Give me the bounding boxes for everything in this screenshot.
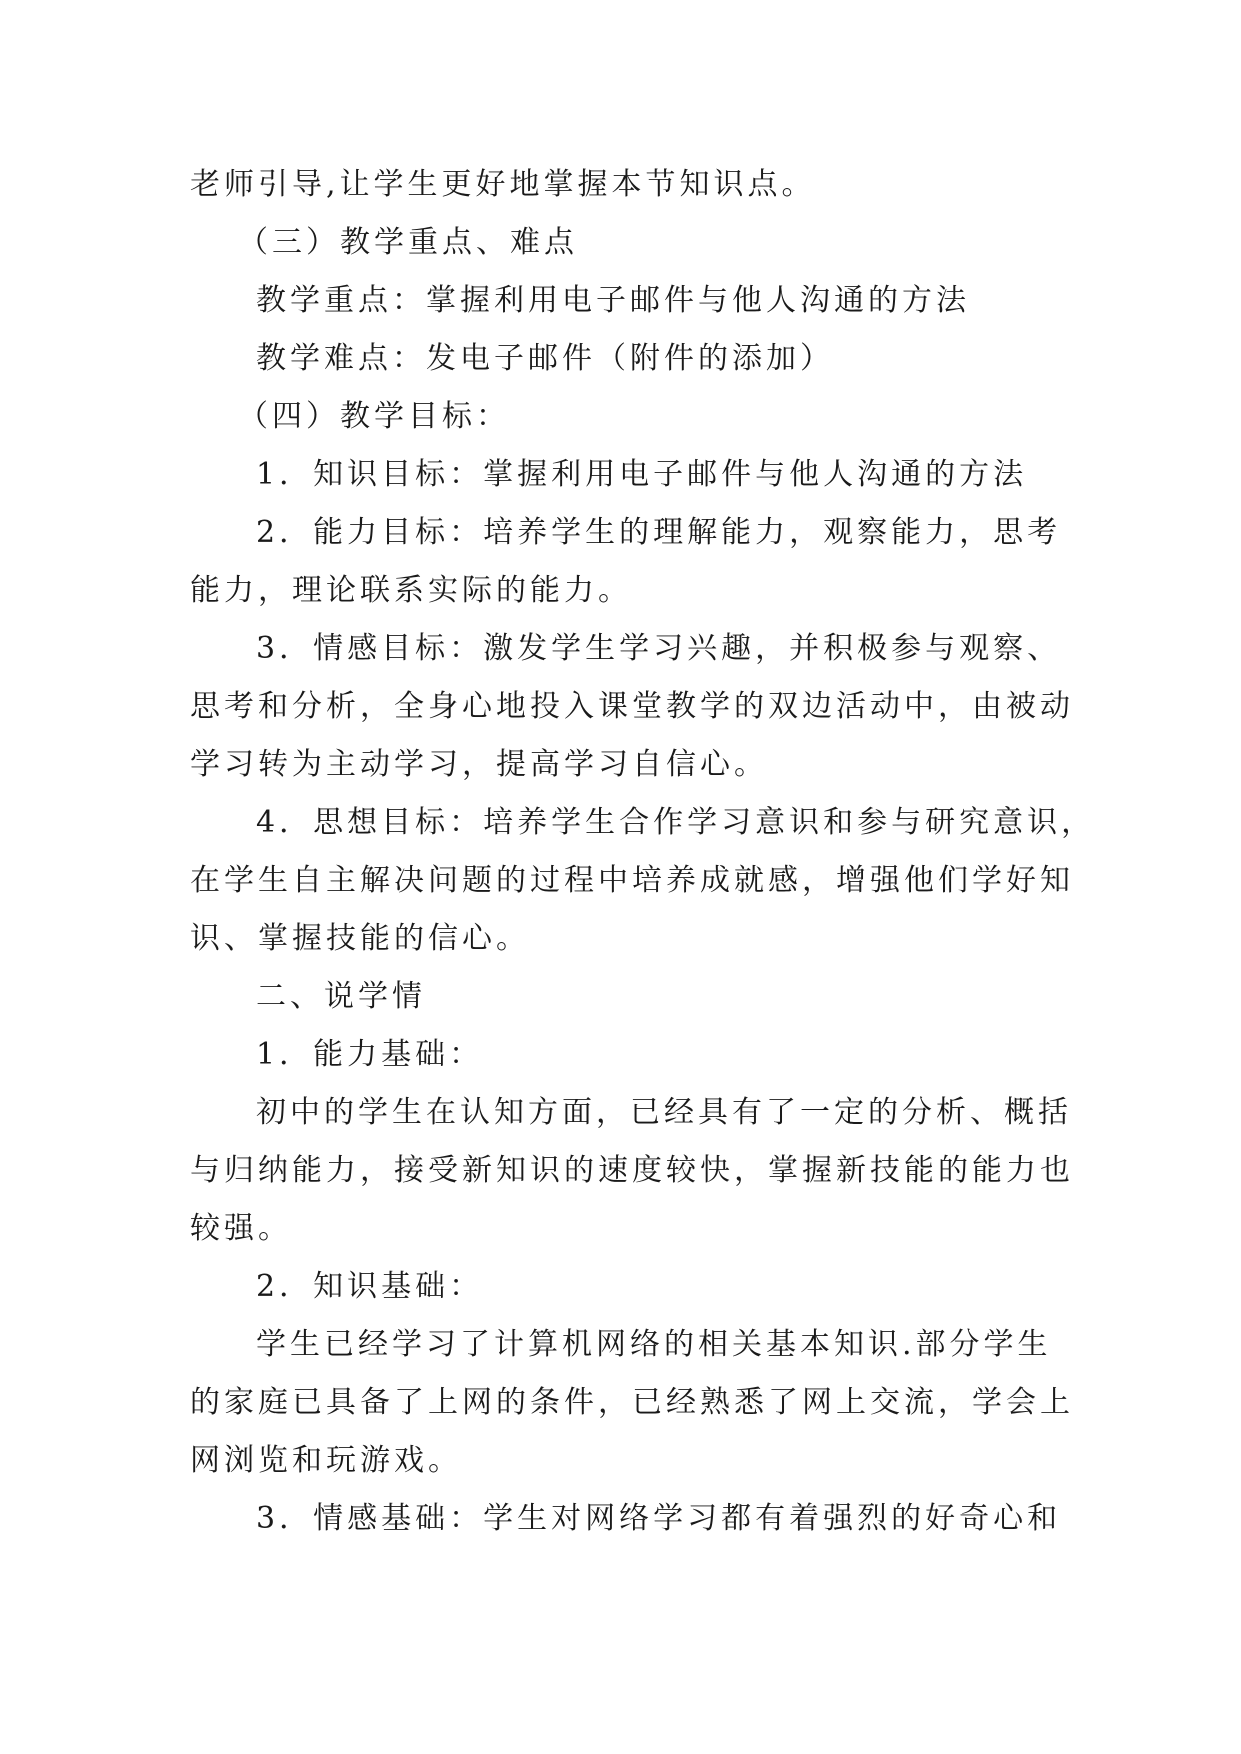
paragraph-line: 老师引导,让学生更好地掌握本节知识点。 [190,167,816,202]
paragraph-line: 学习转为主动学习，提高学习自信心。 [190,747,768,782]
paragraph-line: 初中的学生在认知方面，已经具有了一定的分析、概括 [256,1095,1072,1130]
list-item: 4．思想目标：培养学生合作学习意识和参与研究意识， [256,805,1096,840]
paragraph-line: 网浏览和玩游戏。 [190,1443,462,1478]
paragraph-line: 教学重点：掌握利用电子邮件与他人沟通的方法 [256,283,970,318]
list-item: 1．知识目标：掌握利用电子邮件与他人沟通的方法 [256,457,1028,492]
list-item: 3．情感目标：激发学生学习兴趣，并积极参与观察、 [256,631,1062,666]
list-item: 3．情感基础：学生对网络学习都有着强烈的好奇心和 [256,1501,1062,1536]
paragraph-line: 较强。 [190,1211,292,1246]
paragraph-line: 的家庭已具备了上网的条件，已经熟悉了网上交流，学会上 [190,1385,1074,1420]
list-item: 2．能力目标：培养学生的理解能力，观察能力，思考 [256,515,1062,550]
section-heading: （三）教学重点、难点 [238,225,578,260]
paragraph-line: 能力，理论联系实际的能力。 [190,573,632,608]
paragraph-line: 在学生自主解决问题的过程中培养成就感，增强他们学好知 [190,863,1074,898]
list-item: 2．知识基础： [256,1269,484,1304]
paragraph-line: 思考和分析，全身心地投入课堂教学的双边活动中，由被动 [190,689,1074,724]
section-heading: （四）教学目标： [238,399,510,434]
paragraph-line: 教学难点：发电子邮件（附件的添加） [256,341,834,376]
document-body [190,156,1096,1548]
section-heading: 二、说学情 [256,979,426,1014]
paragraph-line: 识、掌握技能的信心。 [190,921,530,956]
paragraph-line: 与归纳能力，接受新知识的速度较快，掌握新技能的能力也 [190,1153,1074,1188]
paragraph-line: 学生已经学习了计算机网络的相关基本知识.部分学生 [256,1327,1052,1362]
list-item: 1．能力基础： [256,1037,484,1072]
